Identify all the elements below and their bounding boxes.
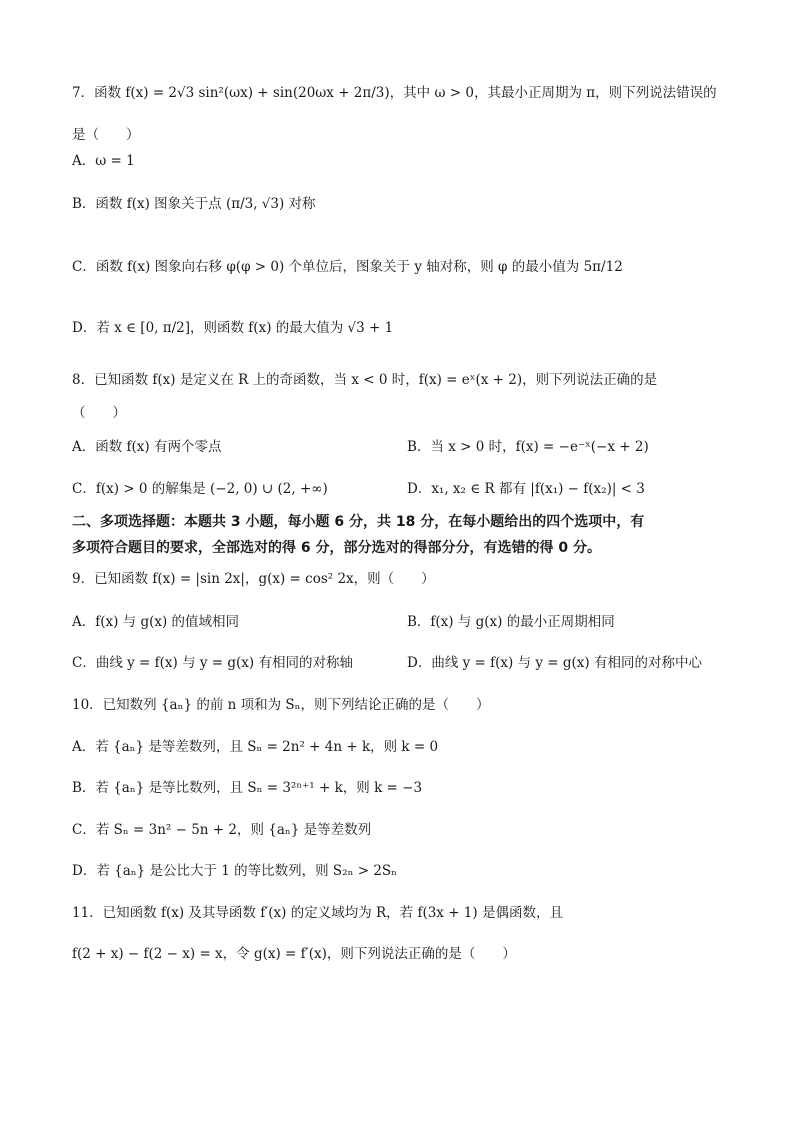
q10-a-text: A．若 {aₙ} 是等差数列，且 Sₙ = 2n² + 4n + k，则 k = 0 bbox=[72, 739, 439, 755]
q7-stem-cont-text: 是（ ） bbox=[72, 127, 140, 143]
q8-stem-text: 8．已知函数 f(x) 是定义在 R 上的奇函数，当 x < 0 时，f(x) = eˣ(x + 2)，则下列说法正确的是 bbox=[72, 372, 658, 388]
q7-c-text: C．函数 f(x) 图象向右移 φ(φ > 0) 个单位后，图象关于 y 轴对称，则 φ 的最小值为 5π/12 bbox=[72, 259, 623, 275]
q7-d-text: D．若 x ∈ [0, π/2]，则函数 f(x) 的最大值为 √3 + 1 bbox=[72, 320, 394, 336]
q10-b-text: B．若 {aₙ} 是等比数列，且 Sₙ = 3²ⁿ⁺¹ + k，则 k = −3 bbox=[72, 780, 423, 796]
q11-stem-cont-text: f(2 + x) − f(2 − x) = x，令 g(x) = f′(x)，则下列说法正确的是（ ） bbox=[72, 946, 516, 962]
q7-a-text: A．ω = 1 bbox=[72, 153, 135, 169]
q8-a-text: A．函数 f(x) 有两个零点 bbox=[72, 439, 222, 455]
q11-stem-text: 11．已知函数 f(x) 及其导函数 f′(x) 的定义域均为 R，若 f(3x + 1) 是偶函数，且 bbox=[72, 905, 563, 921]
q8-c-text: C．f(x) > 0 的解集是 (−2, 0) ∪ (2, +∞) bbox=[72, 481, 328, 497]
q7-b-text: B．函数 f(x) 图象关于点 (π/3, √3) 对称 bbox=[72, 196, 316, 212]
q9-c-text: C．曲线 y = f(x) 与 y = g(x) 有相同的对称轴 bbox=[72, 655, 353, 671]
q9-stem-text: 9．已知函数 f(x) = |sin 2x|，g(x) = cos² 2x，则（ ） bbox=[72, 571, 435, 587]
q8-d-text: D．x₁, x₂ ∈ R 都有 |f(x₁) − f(x₂)| < 3 bbox=[407, 481, 645, 497]
q9-a-text: A．f(x) 与 g(x) 的值域相同 bbox=[72, 614, 240, 630]
sec2-line2-section-heading: 多项符合题目的要求，全部选对的得 6 分，部分选对的得部分分，有选错的得 0 分。 bbox=[72, 540, 601, 556]
q10-d-text: D．若 {aₙ} 是公比大于 1 的等比数列，则 S₂ₙ > 2Sₙ bbox=[72, 863, 398, 879]
q10-c-text: C．若 Sₙ = 3n² − 5n + 2，则 {aₙ} 是等差数列 bbox=[72, 822, 372, 838]
q8-b-text: B．当 x > 0 时，f(x) = −e⁻ˣ(−x + 2) bbox=[407, 439, 649, 455]
q8-stem-cont-text: （ ） bbox=[72, 405, 126, 421]
sec2-line1-section-heading: 二、多项选择题：本题共 3 小题，每小题 6 分，共 18 分，在每小题给出的四个选项中，有 bbox=[72, 514, 645, 530]
q7-stem-text: 7．函数 f(x) = 2√3 sin²(ωx) + sin(20ωx + 2π/3)，其中 ω > 0，其最小正周期为 π，则下列说法错误的 bbox=[72, 85, 717, 101]
q10-stem-text: 10．已知数列 {aₙ} 的前 n 项和为 Sₙ，则下列结论正确的是（ ） bbox=[72, 697, 490, 713]
q9-b-text: B．f(x) 与 g(x) 的最小正周期相同 bbox=[407, 614, 615, 630]
q9-d-text: D．曲线 y = f(x) 与 y = g(x) 有相同的对称中心 bbox=[407, 655, 702, 671]
